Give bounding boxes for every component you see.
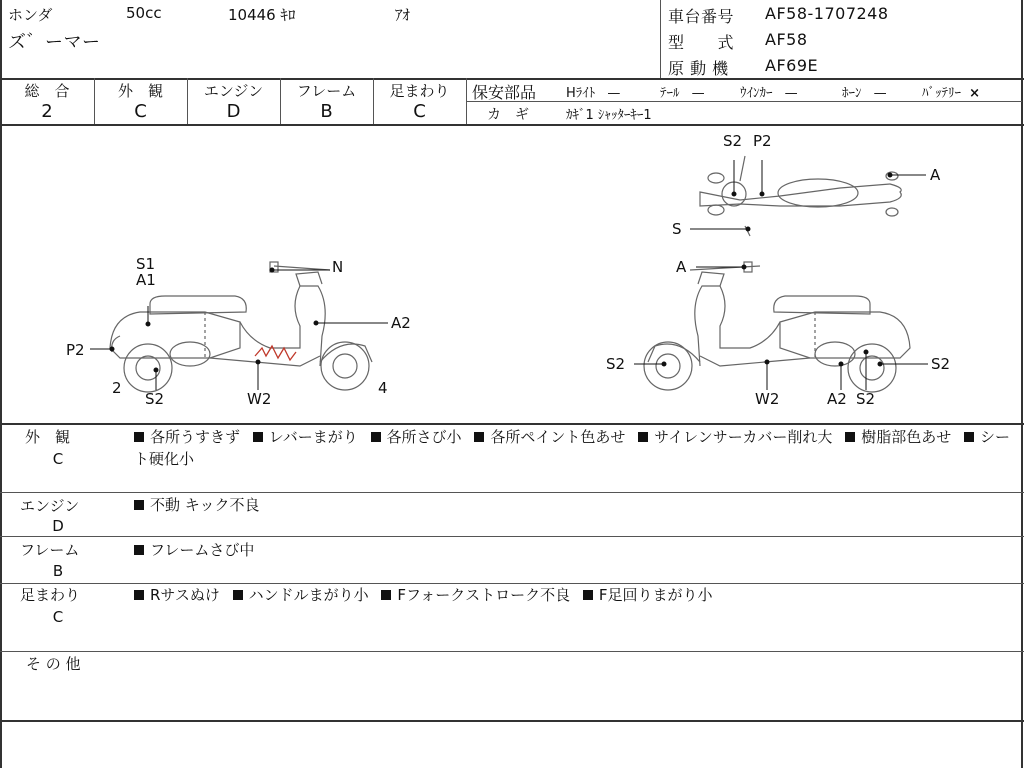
engine-value: AF69E <box>765 56 819 75</box>
defect-item: 各所さび小 <box>386 428 462 446</box>
defect-item: Fフォークストローク不良 <box>397 586 571 604</box>
defect-item: ハンドルまがり小 <box>248 586 369 604</box>
engine-label: 原 動 機 <box>668 59 729 78</box>
safety-battery-mark: × <box>969 86 981 101</box>
grade-value-overall: 2 <box>41 101 53 122</box>
label-w2-left: W2 <box>247 390 272 408</box>
header-vsep <box>660 0 661 78</box>
top-view <box>700 156 901 236</box>
section-exterior-title: 外 観 <box>25 428 71 446</box>
label-a2-right: A2 <box>827 390 847 408</box>
label-s2-right-rear: S2 <box>931 355 951 373</box>
defect-item: レバーまがり <box>268 428 358 446</box>
label-2: 2 <box>112 379 122 397</box>
safety-battery <box>922 82 980 101</box>
maker: ホンダ <box>8 6 53 24</box>
sec-divider-2 <box>0 536 1024 537</box>
label-s1: S1 <box>136 255 156 273</box>
bullet-square <box>233 590 243 600</box>
safety-winker-name: ｳｲﾝｶｰ <box>740 86 773 101</box>
bullet-square <box>134 590 144 600</box>
diagram-divider <box>0 423 1024 425</box>
sec-divider-1 <box>0 492 1024 493</box>
label-a1: A1 <box>136 271 156 289</box>
frame-no-label: 車台番号 <box>668 7 735 26</box>
grade-label-overall: 総 合 <box>24 82 70 100</box>
label-4: 4 <box>378 379 388 397</box>
safety-winker-mark: — <box>784 86 798 101</box>
defect-item: F足回りまがり小 <box>598 586 713 604</box>
label-p2-left: P2 <box>66 341 85 359</box>
defect-item: フレームさび中 <box>150 541 255 559</box>
bullet-square <box>583 590 593 600</box>
defect-item: Rサスぬけ <box>150 586 220 604</box>
type-value: AF58 <box>765 30 808 49</box>
safety-row-divider <box>466 101 1022 102</box>
section-engine-title: エンジン <box>20 497 80 515</box>
border-right <box>1021 0 1023 768</box>
section-engine-grade: D <box>52 517 64 535</box>
bullet-square <box>371 432 381 442</box>
bullet-square <box>253 432 263 442</box>
grade-value-frame: B <box>320 101 333 122</box>
safety-headlight-name: Hﾗｲﾄ <box>566 86 596 101</box>
border-bottom <box>0 720 1024 722</box>
color: ｱｵ <box>395 6 411 24</box>
displacement: 50cc <box>126 4 162 22</box>
section-engine-items <box>134 494 1014 516</box>
label-s2-left: S2 <box>145 390 165 408</box>
mileage: 10446 ｷﾛ <box>228 6 296 24</box>
safety-battery-name: ﾊﾞｯﾃﾘｰ <box>922 86 961 101</box>
safety-horn <box>842 82 887 101</box>
safety-horn-name: ﾎｰﾝ <box>842 86 862 101</box>
frame-no: AF58-1707248 <box>765 4 889 23</box>
section-other-title: そ の 他 <box>26 655 81 673</box>
grade-value-engine: D <box>226 101 241 122</box>
bullet-square <box>381 590 391 600</box>
grade-value-suspension: C <box>413 101 426 122</box>
safety-winker <box>740 82 798 101</box>
label-s2-right-bottom: S2 <box>856 390 876 408</box>
safety-taillight-mark: — <box>691 86 705 101</box>
key-label: カ ギ <box>487 107 529 123</box>
label-p2-top: P2 <box>753 132 772 150</box>
label-s2-right-front: S2 <box>606 355 626 373</box>
safety-taillight <box>660 82 705 101</box>
bullet-square <box>134 432 144 442</box>
section-suspension-title: 足まわり <box>20 586 81 604</box>
defect-item: サイレンサーカバー削れ大 <box>654 428 833 446</box>
label-n: N <box>332 258 344 276</box>
bullet-square <box>134 500 144 510</box>
defect-item: 樹脂部色あせ <box>861 428 952 446</box>
model-name: ズ゛ーマー <box>8 32 101 53</box>
key-value: ｶｷﾞ1 ｼｬｯﾀｰｷｰ1 <box>566 108 652 123</box>
safety-headlight-mark: — <box>607 86 621 101</box>
bullet-square <box>845 432 855 442</box>
grade-value-exterior: C <box>134 101 147 122</box>
defect-item: 不動 キック不良 <box>150 496 260 514</box>
section-frame-title: フレーム <box>20 541 80 559</box>
grade-label-frame: フレーム <box>296 82 357 100</box>
section-exterior-grade: C <box>52 450 64 468</box>
section-suspension-items <box>134 584 1014 606</box>
defect-item: シート硬化小 <box>134 428 1010 468</box>
label-a-right: A <box>676 258 687 276</box>
bullet-square <box>474 432 484 442</box>
label-a-top: A <box>930 166 941 184</box>
label-w2-right: W2 <box>755 390 780 408</box>
label-s2-top: S2 <box>723 132 743 150</box>
safety-horn-mark: — <box>873 86 887 101</box>
grade-label-engine: エンジン <box>203 82 264 100</box>
safety-taillight-name: ﾃｰﾙ <box>660 86 680 101</box>
label-s-top: S <box>672 220 682 238</box>
bullet-square <box>134 545 144 555</box>
grade-label-exterior: 外 観 <box>117 82 163 100</box>
section-frame-grade: B <box>52 562 64 580</box>
defect-item: 各所うすきず <box>150 428 241 446</box>
label-a2-left: A2 <box>391 314 411 332</box>
defect-item: 各所ペイント色あせ <box>490 428 626 446</box>
type-label: 型 式 <box>668 33 735 52</box>
bullet-square <box>964 432 974 442</box>
safety-title: 保安部品 <box>472 83 537 102</box>
right-side-view <box>644 262 910 392</box>
section-frame-items <box>134 539 1014 561</box>
section-exterior-items <box>134 426 1014 470</box>
grade-label-suspension: 足まわり <box>389 82 450 100</box>
sec-divider-4 <box>0 651 1024 652</box>
safety-headlight <box>566 82 620 101</box>
bullet-square <box>638 432 648 442</box>
section-suspension-grade: C <box>52 608 64 626</box>
